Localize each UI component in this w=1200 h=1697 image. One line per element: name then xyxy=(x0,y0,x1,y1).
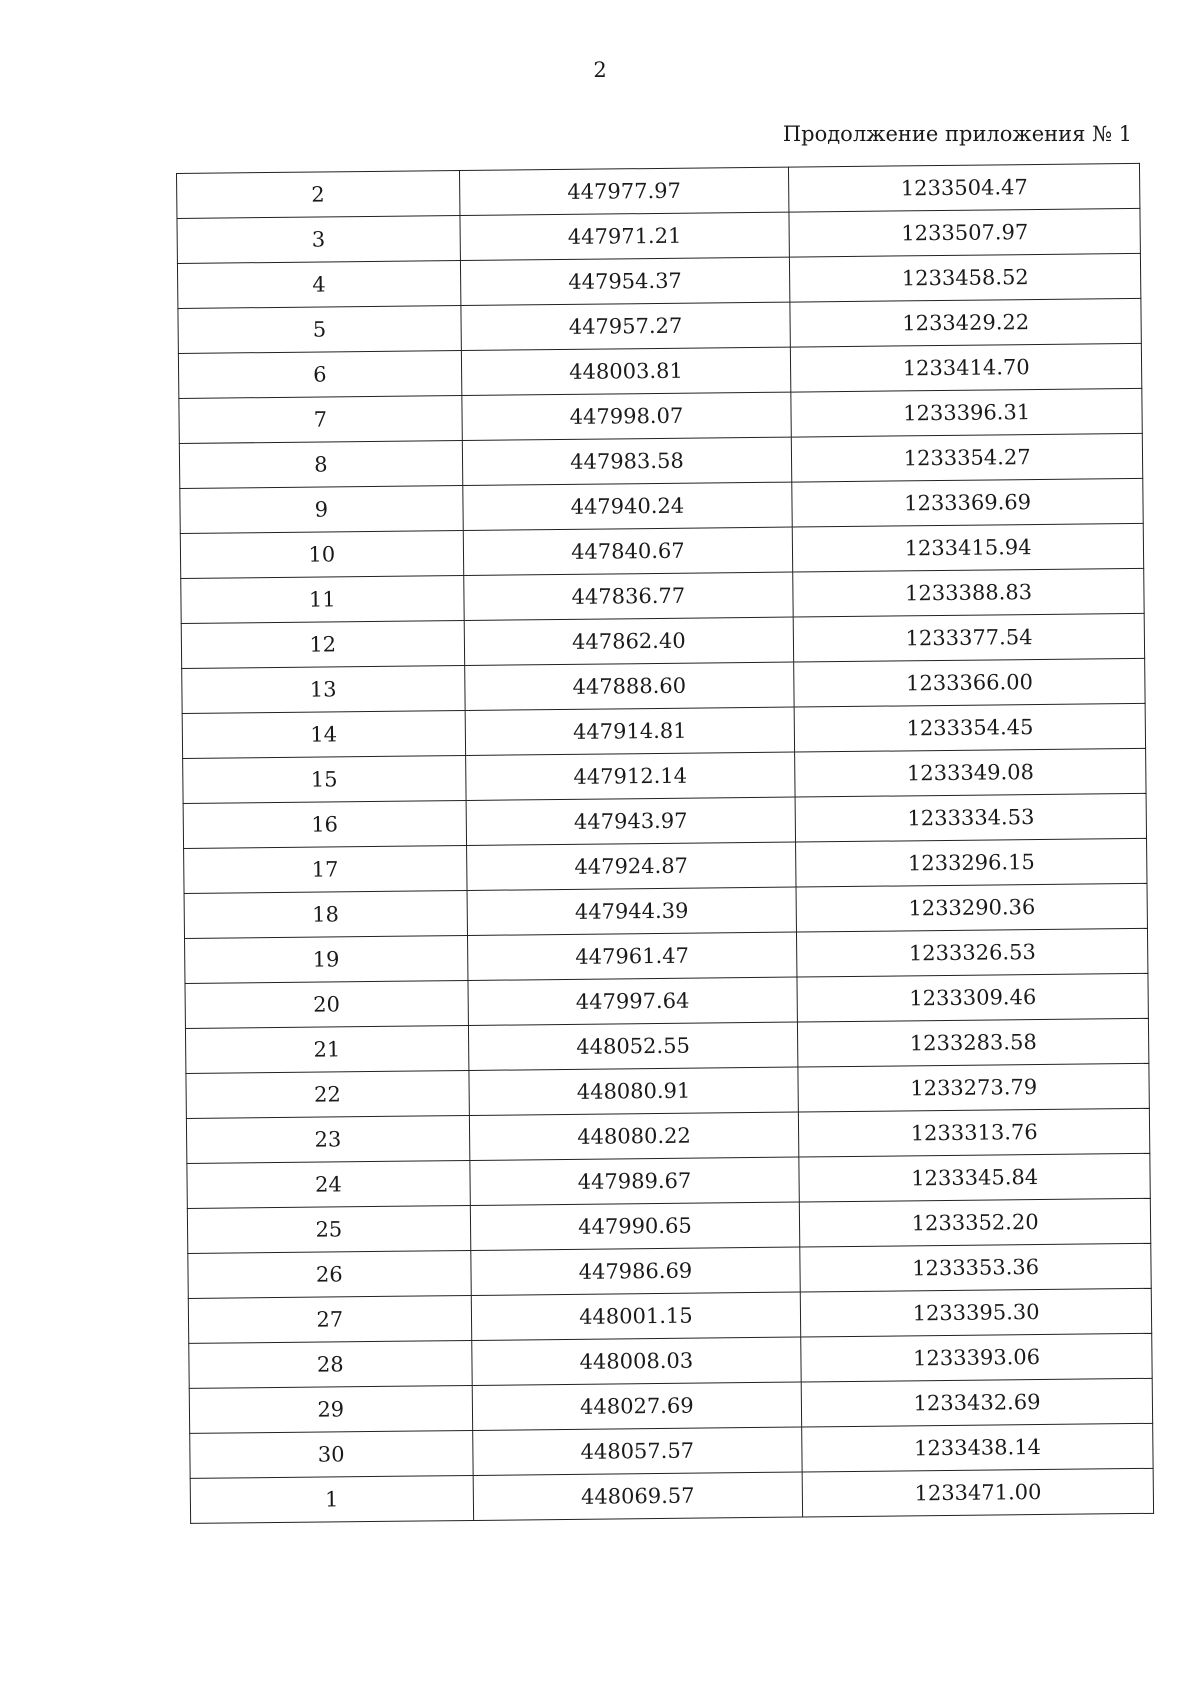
point-number-cell: 27 xyxy=(188,1295,471,1343)
point-number-cell: 24 xyxy=(187,1160,470,1208)
x-coordinate-cell: 448001.15 xyxy=(471,1292,801,1340)
point-number-cell: 18 xyxy=(184,890,467,938)
y-coordinate-cell: 1233296.15 xyxy=(796,838,1147,887)
y-coordinate-cell: 1233334.53 xyxy=(795,793,1146,842)
point-number-cell: 15 xyxy=(183,756,466,804)
y-coordinate-cell: 1233458.52 xyxy=(790,253,1141,302)
y-coordinate-cell: 1233352.20 xyxy=(800,1198,1151,1247)
x-coordinate-cell: 447990.65 xyxy=(470,1202,800,1250)
point-number-cell: 9 xyxy=(180,486,463,534)
x-coordinate-cell: 447997.64 xyxy=(468,977,798,1025)
x-coordinate-cell: 447961.47 xyxy=(467,932,797,980)
coordinates-table xyxy=(176,163,1154,1524)
y-coordinate-cell: 1233414.70 xyxy=(791,343,1142,392)
point-number-cell: 6 xyxy=(178,351,461,399)
y-coordinate-cell: 1233395.30 xyxy=(801,1288,1152,1337)
x-coordinate-cell: 447912.14 xyxy=(465,752,795,800)
y-coordinate-cell: 1233326.53 xyxy=(797,928,1148,977)
point-number-cell: 13 xyxy=(182,666,465,714)
x-coordinate-cell: 447888.60 xyxy=(464,662,794,710)
x-coordinate-cell: 447998.07 xyxy=(461,392,791,440)
y-coordinate-cell: 1233345.84 xyxy=(799,1153,1150,1202)
point-number-cell: 26 xyxy=(188,1250,471,1298)
x-coordinate-cell: 447940.24 xyxy=(462,482,792,530)
y-coordinate-cell: 1233353.36 xyxy=(800,1243,1151,1292)
x-coordinate-cell: 448008.03 xyxy=(471,1337,801,1385)
point-number-cell: 25 xyxy=(187,1205,470,1253)
coordinates-table-body xyxy=(177,163,1154,1523)
point-number-cell: 21 xyxy=(185,1025,468,1073)
y-coordinate-cell: 1233273.79 xyxy=(798,1063,1149,1112)
point-number-cell: 8 xyxy=(179,441,462,489)
y-coordinate-cell: 1233429.22 xyxy=(790,298,1141,347)
x-coordinate-cell: 448003.81 xyxy=(461,347,791,395)
y-coordinate-cell: 1233388.83 xyxy=(793,568,1144,617)
y-coordinate-cell: 1233349.08 xyxy=(795,748,1146,797)
y-coordinate-cell: 1233377.54 xyxy=(793,613,1144,662)
y-coordinate-cell: 1233438.14 xyxy=(802,1423,1153,1472)
point-number-cell: 23 xyxy=(186,1115,469,1163)
point-number-cell: 4 xyxy=(177,261,460,309)
y-coordinate-cell: 1233396.31 xyxy=(791,388,1142,437)
point-number-cell: 22 xyxy=(186,1070,469,1118)
x-coordinate-cell: 448080.22 xyxy=(469,1112,799,1160)
x-coordinate-cell: 447971.21 xyxy=(460,212,790,260)
x-coordinate-cell: 447986.69 xyxy=(470,1247,800,1295)
point-number-cell: 2 xyxy=(177,171,460,219)
point-number-cell: 16 xyxy=(183,801,466,849)
point-number-cell: 3 xyxy=(177,216,460,264)
x-coordinate-cell: 447989.67 xyxy=(469,1157,799,1205)
point-number-cell: 14 xyxy=(182,711,465,759)
y-coordinate-cell: 1233507.97 xyxy=(789,208,1140,257)
y-coordinate-cell: 1233313.76 xyxy=(799,1108,1150,1157)
continuation-label: Продолжение приложения № 1 xyxy=(782,122,1132,146)
y-coordinate-cell: 1233393.06 xyxy=(801,1333,1152,1382)
x-coordinate-cell: 448080.91 xyxy=(468,1067,798,1115)
table-row xyxy=(190,1468,1153,1523)
y-coordinate-cell: 1233354.27 xyxy=(792,433,1143,482)
x-coordinate-cell: 447977.97 xyxy=(459,167,789,215)
x-coordinate-cell: 447862.40 xyxy=(464,617,794,665)
y-coordinate-cell: 1233415.94 xyxy=(792,523,1143,572)
y-coordinate-cell: 1233471.00 xyxy=(802,1468,1153,1517)
page-number: 2 xyxy=(593,58,607,82)
point-number-cell: 28 xyxy=(189,1340,472,1388)
y-coordinate-cell: 1233283.58 xyxy=(798,1018,1149,1067)
x-coordinate-cell: 447944.39 xyxy=(467,887,797,935)
x-coordinate-cell: 447836.77 xyxy=(463,572,793,620)
y-coordinate-cell: 1233432.69 xyxy=(801,1378,1152,1427)
y-coordinate-cell: 1233309.46 xyxy=(797,973,1148,1022)
x-coordinate-cell: 448057.57 xyxy=(472,1427,802,1475)
point-number-cell: 12 xyxy=(181,621,464,669)
point-number-cell: 20 xyxy=(185,980,468,1028)
point-number-cell: 30 xyxy=(190,1430,473,1478)
y-coordinate-cell: 1233369.69 xyxy=(792,478,1143,527)
x-coordinate-cell: 447924.87 xyxy=(466,842,796,890)
y-coordinate-cell: 1233290.36 xyxy=(796,883,1147,932)
x-coordinate-cell: 448052.55 xyxy=(468,1022,798,1070)
point-number-cell: 5 xyxy=(178,306,461,354)
point-number-cell: 7 xyxy=(179,396,462,444)
x-coordinate-cell: 447957.27 xyxy=(460,302,790,350)
point-number-cell: 11 xyxy=(181,576,464,624)
y-coordinate-cell: 1233354.45 xyxy=(794,703,1145,752)
x-coordinate-cell: 447943.97 xyxy=(466,797,796,845)
point-number-cell: 19 xyxy=(185,935,468,983)
point-number-cell: 17 xyxy=(184,845,467,893)
x-coordinate-cell: 447914.81 xyxy=(465,707,795,755)
point-number-cell: 1 xyxy=(190,1475,473,1523)
x-coordinate-cell: 447983.58 xyxy=(462,437,792,485)
x-coordinate-cell: 448069.57 xyxy=(473,1472,803,1520)
point-number-cell: 29 xyxy=(189,1385,472,1433)
point-number-cell: 10 xyxy=(180,531,463,579)
x-coordinate-cell: 447954.37 xyxy=(460,257,790,305)
x-coordinate-cell: 447840.67 xyxy=(463,527,793,575)
y-coordinate-cell: 1233504.47 xyxy=(789,163,1140,212)
x-coordinate-cell: 448027.69 xyxy=(472,1382,802,1430)
y-coordinate-cell: 1233366.00 xyxy=(794,658,1145,707)
